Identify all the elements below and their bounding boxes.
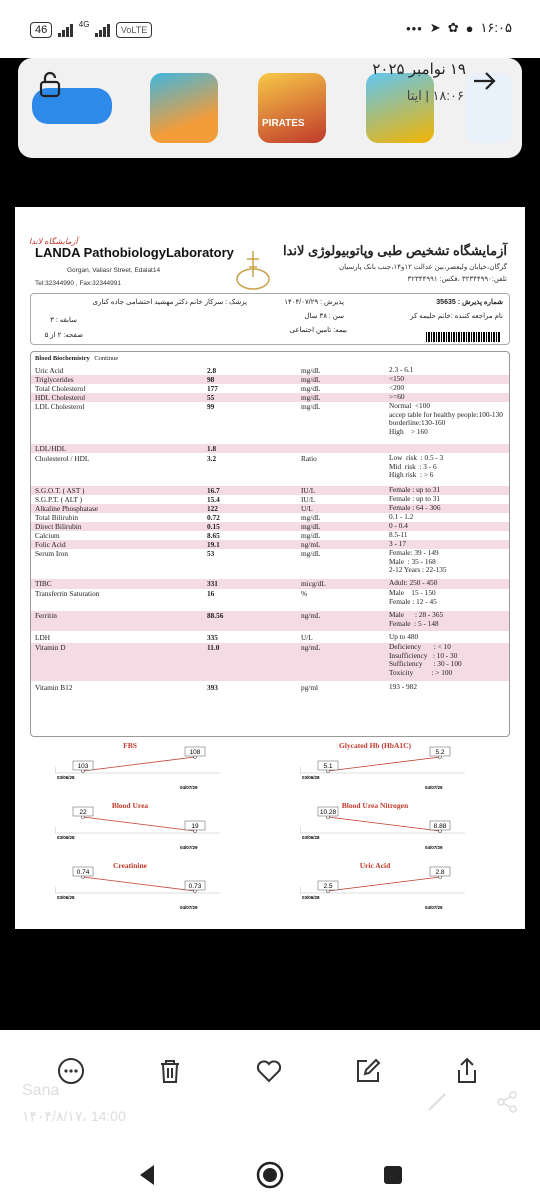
chart-plot bbox=[300, 861, 470, 921]
test-reference: 8.5-11 bbox=[389, 530, 408, 539]
data-label: 108 bbox=[189, 749, 201, 756]
delete-icon[interactable] bbox=[155, 1056, 185, 1086]
chart-title: Blood Urea bbox=[111, 801, 149, 810]
test-value: 122 bbox=[207, 504, 218, 513]
table-row bbox=[31, 683, 510, 693]
test-unit: ng/mL bbox=[301, 611, 321, 620]
section-continue: Continue bbox=[94, 355, 119, 362]
table-row bbox=[31, 549, 510, 577]
test-reference: Normal <100 accep table for healthy people:100-130 borderline:130-160 High > 160 bbox=[389, 401, 503, 436]
lab-stamp: آزمایشگاه لاندا bbox=[29, 237, 78, 246]
table-row bbox=[31, 402, 510, 442]
table-row bbox=[31, 504, 510, 513]
lab-tel-fa: تلفن:۳۲۳۴۴۹۹۰ ،فکس: ۳۲۳۴۴۹۹۱ bbox=[407, 276, 507, 283]
test-name: Serum Iron bbox=[35, 549, 69, 558]
table-row bbox=[31, 393, 510, 402]
table-row bbox=[31, 513, 510, 522]
action-toolbar bbox=[0, 1056, 540, 1086]
test-reference: Up to 480 bbox=[389, 632, 419, 641]
test-name: LDH bbox=[35, 633, 50, 642]
test-value: 393 bbox=[207, 683, 218, 692]
test-reference: Adult: 250 - 450 bbox=[389, 578, 438, 587]
doctor-name: پزشک : سرکار خانم دکتر مهشید احتشامی جاده کناری bbox=[92, 299, 247, 306]
table-row bbox=[31, 366, 510, 375]
app-icon: ✿ bbox=[447, 20, 459, 35]
test-reference: 193 - 982 bbox=[389, 682, 417, 691]
edit-icon[interactable] bbox=[353, 1056, 383, 1086]
test-name: TIBC bbox=[35, 579, 52, 588]
test-reference: Low risk : 0.5 - 3 Mid risk : 3 - 6 High risk : > 6 bbox=[389, 453, 444, 480]
image-owner: Sana bbox=[22, 1082, 60, 1099]
share-arrow-icon[interactable] bbox=[470, 66, 500, 96]
test-reference: >=60 bbox=[389, 392, 405, 401]
test-name: Triglycerides bbox=[35, 375, 74, 384]
reception-date: پذیرش : ۱۴۰۴/۰۷/۲۹ bbox=[284, 299, 344, 306]
test-value: 2.8 bbox=[207, 366, 217, 375]
table-row bbox=[31, 375, 510, 384]
data-label: 5.1 bbox=[323, 763, 333, 770]
test-unit: ng/mL bbox=[301, 540, 321, 549]
test-value: 0.15 bbox=[207, 522, 220, 531]
table-row bbox=[31, 579, 510, 589]
notification-card[interactable] bbox=[18, 58, 522, 158]
table-row bbox=[31, 589, 510, 609]
patient-age: سن : ۳۸ سال bbox=[304, 313, 344, 320]
chart-title: FBS bbox=[123, 741, 137, 750]
table-row bbox=[31, 611, 510, 631]
test-reference: 0 - 0.4 bbox=[389, 521, 408, 530]
test-name: Ferritin bbox=[35, 611, 57, 620]
test-unit: ng/mL bbox=[301, 643, 321, 652]
test-reference: Female: 39 - 149 Male : 35 - 168 2-12 Years : 22-135 bbox=[389, 548, 447, 575]
chat-icon: ● bbox=[465, 20, 474, 36]
series-line bbox=[83, 817, 195, 831]
test-unit: IU/L bbox=[301, 486, 316, 495]
test-name: Folic Acid bbox=[35, 540, 66, 549]
test-unit: mg/dL bbox=[301, 402, 321, 411]
results-table bbox=[30, 351, 510, 737]
test-name: Vitamin D bbox=[35, 643, 66, 652]
lab-address-fa: گرگان،خیابان ولیعصر،بین عدالت ۱۲و۱۴،جنب بانک پارسیان bbox=[339, 264, 507, 271]
test-reference: 3 - 17 bbox=[389, 539, 407, 548]
lab-report-image bbox=[15, 207, 525, 929]
test-unit: mg/dL bbox=[301, 393, 321, 402]
data-label: 10.28 bbox=[319, 809, 337, 816]
x-tick-label: 03/06/28 bbox=[302, 835, 320, 840]
patient-info-box bbox=[30, 293, 510, 345]
chart-plot bbox=[55, 861, 225, 921]
lock-icon[interactable] bbox=[36, 70, 66, 100]
trend-chart bbox=[300, 801, 470, 861]
test-name: S.G.P.T. ( ALT ) bbox=[35, 495, 83, 504]
test-unit: % bbox=[301, 589, 308, 598]
test-value: 0.72 bbox=[207, 513, 220, 522]
chart-title: Glycated Hb (HbA1C) bbox=[338, 741, 412, 750]
home-icon[interactable] bbox=[255, 1160, 285, 1190]
test-reference: Deficiency : < 10 Insufficiency : 10 - 30 Sufficiency : 30 - 100 Toxicity : > 100 bbox=[389, 642, 462, 677]
test-value: 8.65 bbox=[207, 531, 220, 540]
test-unit: mg/dL bbox=[301, 531, 321, 540]
x-tick-label: 04/07/29 bbox=[425, 785, 443, 790]
table-row bbox=[31, 643, 510, 681]
trend-chart bbox=[300, 861, 470, 921]
x-tick-label: 04/07/29 bbox=[180, 845, 198, 850]
test-value: 15.4 bbox=[207, 495, 220, 504]
test-reference: Male : 28 - 365 Female : 5 - 148 bbox=[389, 610, 444, 628]
test-reference: <200 bbox=[389, 383, 405, 392]
x-tick-label: 04/07/29 bbox=[180, 785, 198, 790]
test-name: Alkaline Phosphatase bbox=[35, 504, 99, 513]
test-value: 16.7 bbox=[207, 486, 220, 495]
test-unit: IU/L bbox=[301, 495, 316, 504]
test-unit: mg/dL bbox=[301, 384, 321, 393]
test-unit: Ratio bbox=[301, 454, 317, 463]
test-unit: mg/dL bbox=[301, 366, 321, 375]
test-value: 331 bbox=[207, 579, 218, 588]
test-unit: mg/dL bbox=[301, 549, 321, 558]
test-name: LDL/HDL bbox=[35, 444, 67, 453]
x-tick-label: 04/07/29 bbox=[425, 905, 443, 910]
test-value: 177 bbox=[207, 384, 218, 393]
share-small-icon[interactable] bbox=[495, 1090, 519, 1114]
test-reference: <150 bbox=[389, 374, 405, 383]
data-label: 0.73 bbox=[188, 883, 202, 890]
test-unit: mg/dL bbox=[301, 513, 321, 522]
test-value: 3.2 bbox=[207, 454, 217, 463]
data-label: 0.74 bbox=[76, 869, 90, 876]
more-dots: ••• bbox=[406, 20, 423, 36]
table-row bbox=[31, 444, 510, 453]
test-value: 19.1 bbox=[207, 540, 220, 549]
patient-name: نام مراجعه کننده :خانم حلیمه کر bbox=[410, 313, 503, 320]
test-name: Uric Acid bbox=[35, 366, 64, 375]
x-tick-label: 03/06/28 bbox=[57, 895, 75, 900]
table-row bbox=[31, 384, 510, 393]
test-unit: mg/dL bbox=[301, 522, 321, 531]
series-line bbox=[83, 757, 195, 771]
image-date: ۱۴۰۴/۸/۱۷، 14:00 bbox=[22, 1108, 126, 1124]
record-count: سابقه : ۳ bbox=[50, 317, 77, 324]
table-row bbox=[31, 531, 510, 540]
test-name: Total Cholesterol bbox=[35, 384, 86, 393]
signal-icon-2 bbox=[95, 23, 110, 37]
series-line bbox=[328, 757, 440, 771]
page-number: صفحه: ۲ از ۵ bbox=[44, 332, 83, 339]
data-label: 19 bbox=[191, 823, 199, 830]
test-value: 335 bbox=[207, 633, 218, 642]
test-unit: U/L bbox=[301, 504, 313, 513]
test-name: Direct Bilirubin bbox=[35, 522, 82, 531]
test-value: 53 bbox=[207, 549, 215, 558]
chart-plot bbox=[55, 741, 225, 801]
app-thumb-game3 bbox=[366, 73, 434, 143]
signal-icon bbox=[58, 23, 73, 37]
share-icon[interactable] bbox=[452, 1056, 482, 1086]
table-row bbox=[31, 454, 510, 484]
chart-title: Creatinine bbox=[112, 861, 148, 870]
test-name: HDL Cholesterol bbox=[35, 393, 86, 402]
favorite-icon[interactable] bbox=[254, 1056, 284, 1086]
test-unit: pg/ml bbox=[301, 683, 319, 692]
volte-badge: VoLTE bbox=[116, 22, 152, 38]
notification-date: ۱۹ نوامبر ۲۰۲۵ bbox=[372, 61, 466, 78]
back-icon[interactable] bbox=[132, 1160, 162, 1190]
pirates-label: PIRATES bbox=[262, 118, 305, 129]
data-label: 2.8 bbox=[435, 869, 445, 876]
test-value: 88.56 bbox=[207, 611, 224, 620]
chart-plot bbox=[300, 801, 470, 861]
reception-number: شماره پذیرش : 35635 bbox=[436, 299, 503, 306]
clock: ۱۶:۰۵ bbox=[480, 20, 512, 35]
data-label: 22 bbox=[79, 809, 87, 816]
chart-plot bbox=[55, 801, 225, 861]
test-value: 98 bbox=[207, 375, 215, 384]
series-line bbox=[328, 817, 440, 831]
test-reference: Female : 64 - 306 bbox=[389, 503, 441, 512]
lab-name-fa: آزمایشگاه تشخیص طبی وپاتوبیولوژی لاندا bbox=[282, 243, 507, 258]
test-name: LDL Cholesterol bbox=[35, 402, 85, 411]
test-reference: 0.1 - 1.2 bbox=[389, 512, 414, 521]
x-tick-label: 03/06/28 bbox=[57, 775, 75, 780]
data-label: 103 bbox=[77, 763, 89, 770]
section-header bbox=[35, 355, 118, 362]
lab-name-en: LANDA PathobiologyLaboratory bbox=[35, 245, 234, 260]
data-label: 5.2 bbox=[435, 749, 445, 756]
app-thumb-pirates bbox=[258, 73, 326, 143]
navigation-bar bbox=[0, 1160, 540, 1200]
app-thumb-game1 bbox=[150, 73, 218, 143]
chart-title: Uric Acid bbox=[359, 861, 391, 870]
trend-chart bbox=[55, 801, 225, 861]
test-reference: Female : up to 31 bbox=[389, 485, 441, 494]
recents-icon[interactable] bbox=[378, 1160, 408, 1190]
barcode bbox=[426, 332, 501, 342]
test-name: Cholesterol / HDL bbox=[35, 454, 90, 463]
test-value: 99 bbox=[207, 402, 215, 411]
x-tick-label: 04/07/29 bbox=[180, 905, 198, 910]
test-name: Vitamin B12 bbox=[35, 683, 73, 692]
status-right bbox=[406, 20, 512, 36]
series-line bbox=[83, 877, 195, 891]
test-name: S.G.O.T. ( AST ) bbox=[35, 486, 85, 495]
table-row bbox=[31, 522, 510, 531]
x-tick-label: 03/06/28 bbox=[57, 835, 75, 840]
telegram-icon: ➤ bbox=[429, 20, 441, 35]
x-tick-label: 03/06/28 bbox=[302, 895, 320, 900]
test-value: 1.8 bbox=[207, 444, 217, 453]
chart-title: Blood Urea Nitrogen bbox=[341, 801, 409, 810]
trend-chart bbox=[300, 741, 470, 801]
more-icon[interactable] bbox=[56, 1056, 86, 1086]
trend-chart bbox=[55, 741, 225, 801]
x-tick-label: 03/06/28 bbox=[302, 775, 320, 780]
x-tick-label: 04/07/29 bbox=[425, 845, 443, 850]
network-type: 4G bbox=[78, 19, 90, 29]
test-name: Calcium bbox=[35, 531, 60, 540]
test-reference: Male 15 - 150 Female : 12 - 45 bbox=[389, 588, 437, 606]
chart-plot bbox=[300, 741, 470, 801]
insurance: بیمه: تامین اجتماعی bbox=[289, 327, 347, 334]
test-value: 55 bbox=[207, 393, 215, 402]
test-unit: micg/dL bbox=[301, 579, 326, 588]
bottom-bar bbox=[0, 1030, 540, 1200]
test-name: Transferrin Saturation bbox=[35, 589, 100, 598]
test-reference: Female : up to 31 bbox=[389, 494, 441, 503]
test-unit: mg/dL bbox=[301, 375, 321, 384]
brush-icon[interactable] bbox=[425, 1090, 449, 1114]
lab-address-en: Gorgan, Valiasr Street, Edalat14 bbox=[67, 267, 161, 274]
test-unit: U/L bbox=[301, 633, 313, 642]
lab-logo-icon bbox=[233, 247, 273, 291]
test-name: Total Bilirubin bbox=[35, 513, 79, 522]
trend-chart bbox=[55, 861, 225, 921]
section-title: Blood Biochemistry bbox=[35, 355, 90, 362]
status-bar bbox=[0, 0, 540, 58]
test-value: 16 bbox=[207, 589, 215, 598]
lab-tel-en: Tel:32344990 , Fax:32344991 bbox=[35, 280, 122, 287]
test-reference: 2.3 - 6.1 bbox=[389, 365, 414, 374]
series-line bbox=[328, 877, 440, 891]
test-value: 11.0 bbox=[207, 643, 220, 652]
notification-source: ۱۸:۰۶ | ایتا bbox=[406, 88, 464, 103]
data-label: 8.88 bbox=[433, 823, 447, 830]
data-label: 2.5 bbox=[323, 883, 333, 890]
data-badge: 46 bbox=[30, 22, 52, 38]
status-left bbox=[30, 19, 152, 38]
